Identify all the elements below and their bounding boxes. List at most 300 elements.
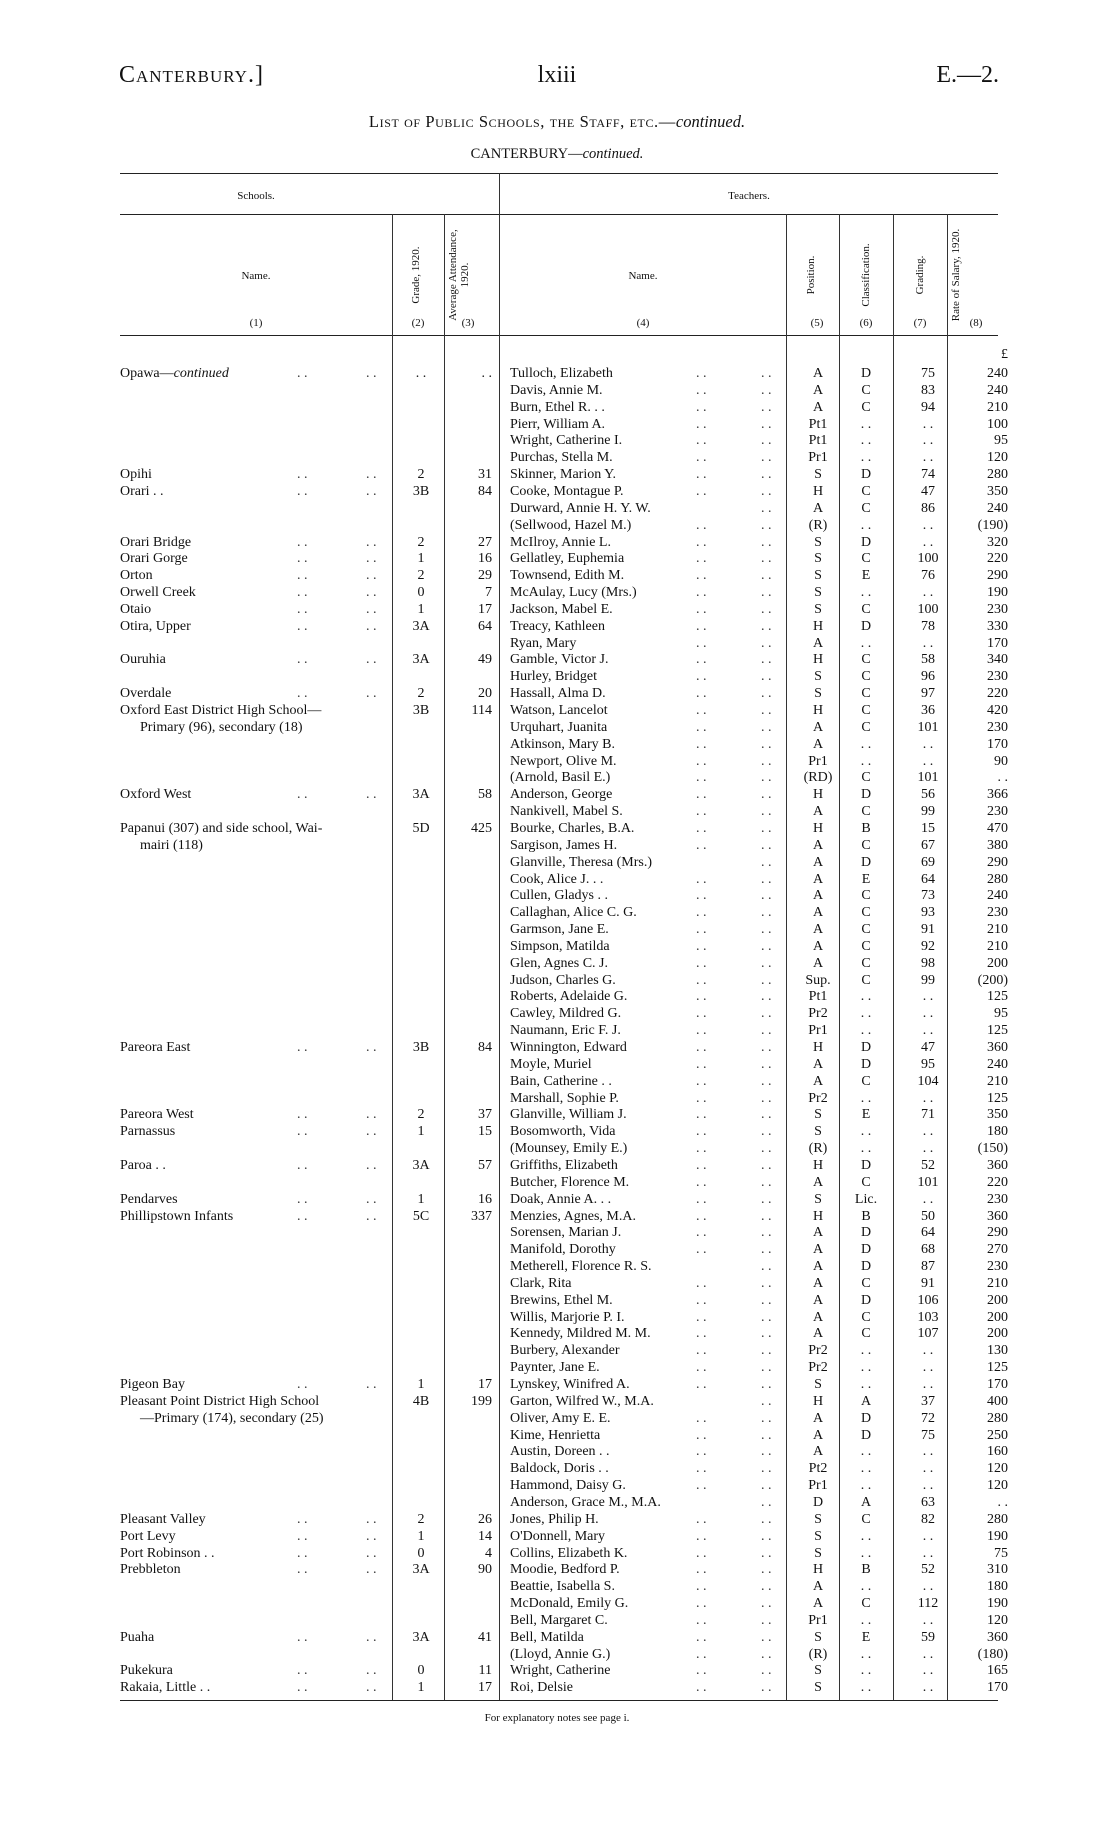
school-name: Pleasant Valley (120, 1511, 206, 1527)
classification-value: . . (860, 416, 872, 432)
dot-leader: . . (366, 1511, 377, 1527)
dot-leader: . . (696, 1444, 707, 1460)
school-name: Pigeon Bay (120, 1377, 185, 1392)
dot-leader: . . (761, 1646, 772, 1662)
dot-leader: . . (696, 955, 707, 971)
page-header (0, 62, 1114, 92)
dot-leader: . . (761, 1427, 772, 1443)
grading-value: 86 (921, 500, 935, 516)
classification-value: D (860, 366, 872, 381)
classification-value: C (861, 1511, 871, 1527)
position-value: H (812, 820, 824, 836)
table-row (0, 1140, 1114, 1157)
dot-leader: . . (761, 534, 772, 550)
salary-value: 125 (987, 1023, 1008, 1039)
classification-value: C (861, 1596, 871, 1612)
salary-value: . . (997, 770, 1008, 786)
salary-value: 470 (987, 820, 1008, 836)
teacher-name: Tulloch, Elizabeth (510, 366, 613, 381)
attendance-value: 17 (478, 1377, 492, 1392)
classification-value: . . (860, 1141, 872, 1157)
grading-value: 92 (921, 938, 935, 954)
salary-value: 240 (987, 888, 1008, 904)
dot-leader: . . (761, 686, 772, 702)
classification-value: D (860, 1292, 872, 1308)
attendance-value: 16 (478, 551, 492, 567)
teacher-name: Bell, Margaret C. (510, 1612, 608, 1628)
grading-value: 52 (921, 1562, 935, 1578)
attendance-value: 58 (478, 787, 492, 803)
teacher-name: O'Donnell, Mary (510, 1528, 606, 1544)
classification-value: . . (860, 433, 872, 449)
grade-value: 3A (412, 652, 430, 668)
classification-value: . . (860, 635, 872, 651)
dot-leader: . . (696, 989, 707, 1005)
dot-leader: . . (761, 1090, 772, 1106)
grading-value: . . (922, 753, 934, 769)
position-value: A (812, 1410, 824, 1426)
classification-value: . . (860, 753, 872, 769)
table-row (0, 1477, 1114, 1494)
grading-value: . . (922, 1023, 934, 1039)
classification-value: C (861, 1326, 871, 1342)
teacher-name: Bourke, Charles, B.A. (510, 820, 635, 836)
school-name: Pareora West (120, 1107, 194, 1123)
dot-leader: . . (297, 1528, 308, 1544)
table-row (0, 1612, 1114, 1629)
classification-value: D (860, 854, 872, 870)
attendance-value: 29 (478, 568, 492, 584)
school-name: Prebbleton (120, 1562, 181, 1578)
dot-leader: . . (297, 1107, 308, 1123)
position-value: (R) (808, 1646, 828, 1662)
salary-value: 380 (987, 837, 1008, 853)
position-value: A (812, 1427, 824, 1443)
school-name: Pendarves (120, 1191, 178, 1207)
dot-leader: . . (761, 787, 772, 803)
school-name: Otaio (120, 601, 152, 617)
dot-leader: . . (696, 1023, 707, 1039)
position-value: (R) (808, 517, 828, 533)
table-row (0, 416, 1114, 433)
table-row (0, 820, 1114, 837)
attendance-value: 64 (478, 618, 492, 634)
salary-value: 120 (987, 1612, 1008, 1628)
teacher-name: McDonald, Emily G. (510, 1596, 629, 1612)
grade-value: 0 (417, 1545, 425, 1561)
dot-leader: . . (696, 1562, 707, 1578)
grading-value: 76 (921, 568, 935, 584)
dot-leader: . . (761, 1292, 772, 1308)
teacher-name: Ryan, Mary (510, 635, 577, 651)
dot-leader: . . (696, 871, 707, 887)
school-name: Phillipstown Infants (120, 1208, 234, 1224)
dot-leader: . . (696, 1090, 707, 1106)
position-value: Pr1 (808, 1023, 828, 1039)
salary-value: 400 (987, 1393, 1008, 1409)
salary-value: 220 (987, 551, 1008, 567)
attendance-value: 90 (478, 1562, 492, 1578)
attendance-value: 49 (478, 652, 492, 668)
position-value: A (812, 955, 824, 971)
table-row (0, 399, 1114, 416)
dot-leader: . . (761, 804, 772, 820)
position-value: A (812, 837, 824, 853)
attendance-value: 425 (471, 820, 492, 836)
table-row (0, 517, 1114, 534)
salary-value: (200) (977, 972, 1008, 988)
table-row (0, 1157, 1114, 1174)
dot-leader: . . (761, 585, 772, 601)
salary-value: 230 (987, 601, 1008, 617)
dot-leader: . . (696, 1377, 707, 1392)
dot-leader: . . (696, 787, 707, 803)
grading-value: . . (922, 450, 934, 466)
position-value: A (812, 1225, 824, 1241)
grade-value: 3A (412, 1157, 430, 1173)
grade-value: 0 (417, 585, 425, 601)
grading-value: 101 (917, 719, 939, 735)
position-value: A (812, 1309, 824, 1325)
teacher-name: Lynskey, Winifred A. (510, 1377, 630, 1392)
classification-value: C (861, 703, 871, 718)
classification-value: . . (860, 989, 872, 1005)
table-row (0, 584, 1114, 601)
dot-leader: . . (761, 719, 772, 735)
dot-leader: . . (696, 1343, 707, 1359)
table-row (0, 753, 1114, 770)
attendance-value: 11 (478, 1663, 492, 1679)
col-header-position: Position. (805, 255, 817, 295)
dot-leader: . . (366, 1377, 377, 1392)
table-row (0, 1528, 1114, 1545)
dot-leader: . . (696, 1646, 707, 1662)
grading-value: 50 (921, 1208, 935, 1224)
table-row (0, 1056, 1114, 1073)
teacher-name: Doak, Annie A. . . (510, 1191, 612, 1207)
dot-leader: . . (696, 1225, 707, 1241)
dot-leader: . . (696, 972, 707, 988)
teacher-name: Anderson, George (510, 787, 613, 803)
dot-leader: . . (696, 1073, 707, 1089)
teacher-name: Durward, Annie H. Y. W. (510, 500, 651, 516)
teacher-name: Roberts, Adelaide G. (510, 989, 628, 1005)
position-value: A (812, 1174, 824, 1190)
teacher-name: Glen, Agnes C. J. (510, 955, 608, 971)
teacher-name: Nankivell, Mabel S. (510, 804, 623, 820)
teacher-name: Callaghan, Alice C. G. (510, 905, 637, 921)
teacher-name: Burn, Ethel R. . . (510, 399, 605, 415)
teacher-name: Metherell, Florence R. S. (510, 1259, 652, 1275)
table-row (0, 382, 1114, 399)
classification-value: E (861, 1107, 871, 1123)
grading-value: 75 (921, 1427, 935, 1443)
grade-value: 2 (417, 568, 425, 584)
salary-value: 95 (994, 433, 1008, 449)
table-row (0, 500, 1114, 517)
grade-value: 3B (412, 1040, 430, 1055)
salary-value: 170 (987, 1377, 1008, 1392)
header-region: Canterbury.] (119, 62, 264, 88)
position-value: A (812, 1579, 824, 1595)
salary-value: 280 (987, 467, 1008, 483)
dot-leader: . . (297, 1511, 308, 1527)
dot-leader: . . (297, 483, 308, 499)
grading-value: . . (922, 1545, 934, 1561)
classification-value: C (861, 922, 871, 938)
position-value: A (812, 1444, 824, 1460)
position-value: Pr1 (808, 450, 828, 466)
grading-value: 68 (921, 1242, 935, 1258)
col-header-school-name: Name. (241, 270, 271, 282)
group-header-rule (120, 214, 998, 215)
dot-leader: . . (761, 1107, 772, 1123)
group-header-schools: Schools. (237, 190, 275, 202)
table-row (0, 1679, 1114, 1696)
table-row (0, 534, 1114, 551)
school-name: Pukekura (120, 1663, 173, 1679)
table-row (0, 1393, 1114, 1410)
position-value: S (814, 1545, 822, 1561)
salary-value: 165 (987, 1663, 1008, 1679)
table-row (0, 1208, 1114, 1225)
dot-leader: . . (761, 703, 772, 718)
dot-leader: . . (761, 1629, 772, 1645)
classification-value: D (860, 467, 872, 483)
dot-leader: . . (297, 787, 308, 803)
grading-value: 63 (921, 1494, 935, 1510)
dot-leader: . . (761, 1444, 772, 1460)
attendance-value: 84 (478, 483, 492, 499)
dot-leader: . . (696, 1545, 707, 1561)
dot-leader: . . (761, 500, 772, 516)
dot-leader: . . (297, 467, 308, 483)
salary-value: 210 (987, 922, 1008, 938)
grading-value: 107 (917, 1326, 939, 1342)
dot-leader: . . (696, 568, 707, 584)
table-row (0, 972, 1114, 989)
table-row (0, 1646, 1114, 1663)
dot-leader: . . (696, 467, 707, 483)
dot-leader: . . (761, 1141, 772, 1157)
dot-leader: . . (297, 551, 308, 567)
table-row (0, 921, 1114, 938)
table-row (0, 1595, 1114, 1612)
salary-value: 190 (987, 1528, 1008, 1544)
salary-value: 280 (987, 871, 1008, 887)
table-row (0, 786, 1114, 803)
grading-value: 82 (921, 1511, 935, 1527)
grade-value: 4B (412, 1393, 430, 1409)
salary-value: 290 (987, 568, 1008, 584)
grading-value: . . (922, 534, 934, 550)
teacher-name: Willis, Marjorie P. I. (510, 1309, 625, 1325)
salary-value: 360 (987, 1629, 1008, 1645)
col-header-salary: Rate of Salary, 1920. (950, 228, 962, 322)
teacher-name: Clark, Rita (510, 1275, 572, 1291)
position-value: A (812, 500, 824, 516)
teacher-name: McAulay, Lucy (Mrs.) (510, 585, 637, 601)
salary-value: 360 (987, 1157, 1008, 1173)
dot-leader: . . (366, 568, 377, 584)
grading-value: . . (922, 1141, 934, 1157)
classification-value: D (860, 1427, 872, 1443)
dot-leader: . . (696, 922, 707, 938)
school-name: Orari Bridge (120, 534, 192, 550)
position-value: A (812, 871, 824, 887)
dot-leader: . . (761, 483, 772, 499)
classification-value: E (861, 568, 871, 584)
position-value: Pr1 (808, 753, 828, 769)
table-row (0, 1090, 1114, 1107)
teacher-name: Butcher, Florence M. (510, 1174, 630, 1190)
salary-value: 210 (987, 1275, 1008, 1291)
dot-leader: . . (696, 804, 707, 820)
table-row (0, 483, 1114, 500)
grading-value: 99 (921, 972, 935, 988)
position-value: S (814, 568, 822, 584)
dot-leader: . . (696, 1141, 707, 1157)
dot-leader: . . (297, 601, 308, 617)
position-value: Pr1 (808, 1612, 828, 1628)
table-row (0, 1443, 1114, 1460)
dot-leader: . . (696, 1056, 707, 1072)
grading-value: . . (922, 1579, 934, 1595)
dot-leader: . . (696, 1629, 707, 1645)
grade-value: 1 (417, 1377, 425, 1392)
col-header-teacher-name: Name. (628, 270, 658, 282)
classification-value: C (861, 955, 871, 971)
school-name: Orari Gorge (120, 551, 188, 567)
grade-value: 5D (412, 820, 430, 836)
teacher-name: Marshall, Sophie P. (510, 1090, 619, 1106)
table-row (0, 1292, 1114, 1309)
grading-value: 72 (921, 1410, 935, 1426)
grading-value: 94 (921, 399, 935, 415)
attendance-value: 17 (478, 1680, 492, 1696)
dot-leader: . . (761, 888, 772, 904)
table-row (0, 1460, 1114, 1477)
dot-leader: . . (761, 1208, 772, 1224)
classification-value: B (861, 1562, 871, 1578)
dot-leader: . . (696, 483, 707, 499)
salary-value: 270 (987, 1242, 1008, 1258)
teacher-name: (Sellwood, Hazel M.) (510, 517, 632, 533)
position-value: H (812, 703, 824, 718)
position-value: S (814, 1528, 822, 1544)
salary-value: 120 (987, 450, 1008, 466)
classification-value: . . (860, 736, 872, 752)
position-value: Pr2 (808, 1343, 828, 1359)
teacher-name: (Mounsey, Emily E.) (510, 1141, 628, 1157)
grading-value: . . (922, 1090, 934, 1106)
table-row (0, 803, 1114, 820)
dot-leader: . . (297, 585, 308, 601)
dot-leader: . . (696, 1663, 707, 1679)
teacher-name: Watson, Lancelot (510, 703, 608, 718)
teacher-name: Bell, Matilda (510, 1629, 584, 1645)
grade-value: 3A (412, 1629, 430, 1645)
school-name-continuation: Primary (96), secondary (18) (140, 719, 303, 735)
dot-leader: . . (696, 1208, 707, 1224)
salary-value: 230 (987, 905, 1008, 921)
dot-leader: . . (761, 1680, 772, 1696)
dot-leader: . . (297, 1377, 308, 1392)
teacher-name: Sargison, James H. (510, 837, 618, 853)
dot-leader: . . (696, 1157, 707, 1173)
dot-leader: . . (761, 1579, 772, 1595)
position-value: Pt1 (808, 416, 828, 432)
teacher-name: Pierr, William A. (510, 416, 606, 432)
position-value: Pr2 (808, 1360, 828, 1376)
salary-value: 366 (987, 787, 1008, 803)
table-row (0, 1578, 1114, 1595)
dot-leader: . . (696, 1596, 707, 1612)
dot-leader: . . (696, 770, 707, 786)
classification-value: B (861, 1208, 871, 1224)
dot-leader: . . (696, 433, 707, 449)
dot-leader: . . (297, 1629, 308, 1645)
dot-leader: . . (696, 753, 707, 769)
attendance-value: 337 (471, 1208, 492, 1224)
dot-leader: . . (696, 1107, 707, 1123)
grading-value: 96 (921, 669, 935, 685)
teacher-name: Brewins, Ethel M. (510, 1292, 613, 1308)
attendance-value: . . (481, 366, 492, 381)
classification-value: C (861, 483, 871, 499)
dot-leader: . . (297, 1680, 308, 1696)
table-row (0, 601, 1114, 618)
classification-value: D (860, 618, 872, 634)
grading-value: 47 (921, 1040, 935, 1055)
classification-value: C (861, 938, 871, 954)
attendance-value: 15 (478, 1124, 492, 1140)
position-value: Pr1 (808, 1478, 828, 1494)
dot-leader: . . (761, 1006, 772, 1022)
dot-leader: . . (696, 1612, 707, 1628)
salary-value: 90 (994, 753, 1008, 769)
dot-leader: . . (696, 585, 707, 601)
classification-value: D (860, 1242, 872, 1258)
classification-value: C (861, 652, 871, 668)
dot-leader: . . (696, 601, 707, 617)
grading-value: 37 (921, 1393, 935, 1409)
position-value: H (812, 1157, 824, 1173)
teacher-name: Austin, Doreen . . (510, 1444, 610, 1460)
teacher-name: Menzies, Agnes, M.A. (510, 1208, 636, 1224)
teacher-name: Wright, Catherine (510, 1663, 611, 1679)
dot-leader: . . (366, 1124, 377, 1140)
grade-value: 1 (417, 1528, 425, 1544)
teacher-name: Winnington, Edward (510, 1040, 627, 1055)
dot-leader: . . (366, 483, 377, 499)
group-header-teachers: Teachers. (728, 190, 770, 202)
grading-value: 100 (917, 551, 939, 567)
dot-leader: . . (696, 837, 707, 853)
dot-leader: . . (366, 366, 377, 381)
salary-value: 120 (987, 1461, 1008, 1477)
dot-leader: . . (761, 922, 772, 938)
dot-leader: . . (696, 1326, 707, 1342)
salary-value: 360 (987, 1040, 1008, 1055)
dot-leader: . . (297, 1663, 308, 1679)
table-row (0, 550, 1114, 567)
classification-value: E (861, 871, 871, 887)
table-row (0, 567, 1114, 584)
dot-leader: . . (696, 1410, 707, 1426)
position-value: H (812, 1562, 824, 1578)
dot-leader: . . (761, 1596, 772, 1612)
